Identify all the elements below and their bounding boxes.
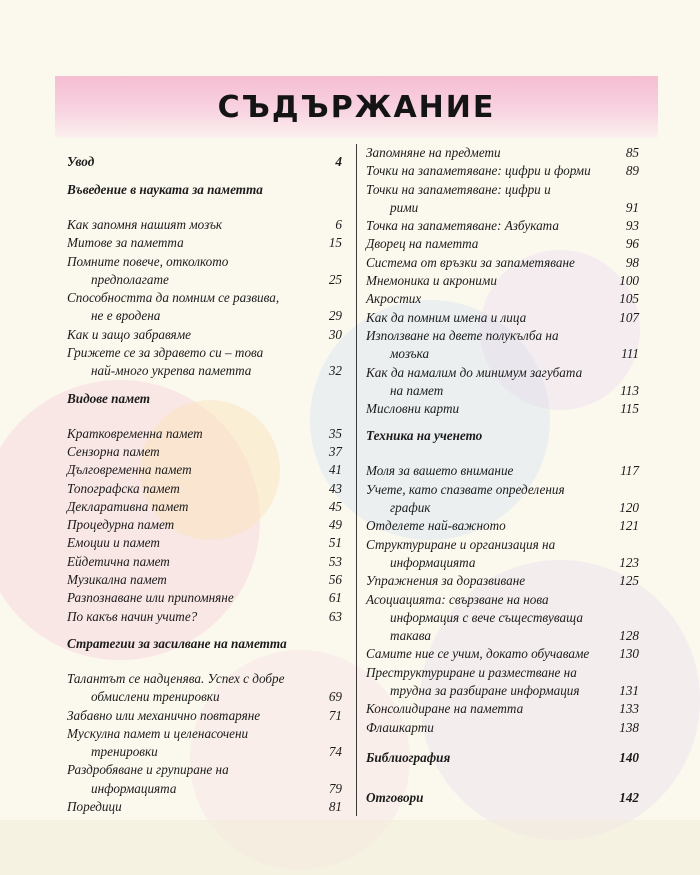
toc-entry[interactable]: Раздробяване и групиране на информацията 79 [67,762,342,796]
title-band [55,76,658,138]
toc-entry[interactable]: Талантът се надценява. Успех с добре обмислени тренировки 69 [67,670,342,705]
toc-entry[interactable]: Учете, като спазвате определения график 120 [366,481,639,516]
toc-entry[interactable]: Мнемоника и акроними 100 [366,273,639,289]
toc-intro[interactable]: Увод 4 [67,154,342,169]
toc-entry[interactable]: Запомняне на предмети 85 [366,145,639,160]
toc-entry[interactable]: Топографска памет 43 [67,480,342,496]
toc-left-column [55,144,356,816]
toc-entry[interactable]: Отделете най-важното 121 [366,518,639,534]
toc-entry[interactable]: Как запомня нашият мозък 6 [67,217,342,232]
toc-entry[interactable]: Митове за паметта 15 [67,235,342,251]
section-heading-science: Въведение в науката за паметта [67,182,263,197]
toc-entry[interactable]: Как да помним имена и лица 107 [366,309,639,325]
toc-entry[interactable]: Сензорна памет 37 [67,443,342,459]
toc-entry[interactable]: Процедурна памет 49 [67,517,342,533]
toc-entry[interactable]: Флашкарти 138 [366,719,639,735]
toc-entry[interactable]: Консолидиране на паметта 133 [366,701,639,717]
section-heading-types: Видове памет [67,390,151,406]
toc-entry[interactable]: Преструктуриране и разместване на трудна за разбиране информация 131 [366,664,639,699]
toc-entry[interactable]: Система от връзки за запаметяване 98 [366,254,639,270]
toc-entry[interactable]: Дворец на паметта 96 [366,236,639,252]
toc-entry[interactable]: Ейдетична памет 53 [67,553,342,569]
toc-entry[interactable]: Забавно или механично повтаряне 71 [67,707,342,723]
toc-entry[interactable]: Как да намалим до минимум загубата на памет 113 [366,364,639,398]
toc-entry[interactable]: Грижете се за здравето си – това най-много укрепва паметта 32 [67,345,342,379]
toc-entry[interactable]: Емоции и памет 51 [67,535,342,551]
toc-entry[interactable]: Разпознаване или припомняне 61 [67,590,342,606]
toc-entry[interactable]: Как и защо забравяме 30 [67,326,342,342]
toc-entry[interactable]: Точки на запаметяване: цифри и рими 91 [366,181,639,215]
toc-entry[interactable]: Точки на запаметяване: цифри и форми 89 [366,163,639,179]
toc-answers[interactable]: Отговори 142 [366,789,639,805]
section-heading-strategies: Стратегии за засилване на паметта [67,635,287,651]
toc-bibliography[interactable]: Библиография 140 [366,749,639,765]
toc-page [55,76,658,816]
toc-entry[interactable]: Структуриране и организация на информацията 123 [366,536,639,570]
toc-entry[interactable]: Музикална памет 56 [67,572,342,588]
toc-entry[interactable]: Мисловни карти 115 [366,401,639,417]
toc-entry[interactable]: Точка на запаметяване: Азбуката 93 [366,218,639,234]
toc-entry[interactable]: Използване на двете полукълба на мозъка 111 [366,327,639,362]
toc-entry[interactable]: Упражнения за доразвиване 125 [366,573,639,589]
toc-entry[interactable]: Мускулна памет и целенасочени тренировки 74 [67,725,342,760]
toc-entry[interactable]: Декларативна памет 45 [67,498,342,514]
toc-entry[interactable]: Способността да помним се развива, не е вродена 29 [67,290,342,324]
toc-entry[interactable]: Дълговременна памет 41 [67,462,342,478]
toc-entry[interactable]: Поредици 81 [67,799,342,815]
toc-entry[interactable]: Акростих 105 [366,291,639,307]
toc-entry[interactable]: Асоциацията: свързване на нова информация с вече съществуваща такава 128 [366,591,639,644]
section-heading-learning: Техника на ученето [366,428,483,444]
toc-entry[interactable]: Кратковременна памет 35 [67,425,342,441]
toc-entry[interactable]: Помните повече, отколкото предполагате 25 [67,253,342,287]
toc-entry[interactable]: По какъв начин учите? 63 [67,608,342,624]
toc-entry[interactable]: Моля за вашето внимание 117 [366,463,639,479]
toc-entry[interactable]: Самите ние се учим, докато обучаваме 130 [366,646,639,662]
page-title: СЪДЪРЖАНИЕ [217,89,496,125]
toc-right-column [356,144,657,816]
